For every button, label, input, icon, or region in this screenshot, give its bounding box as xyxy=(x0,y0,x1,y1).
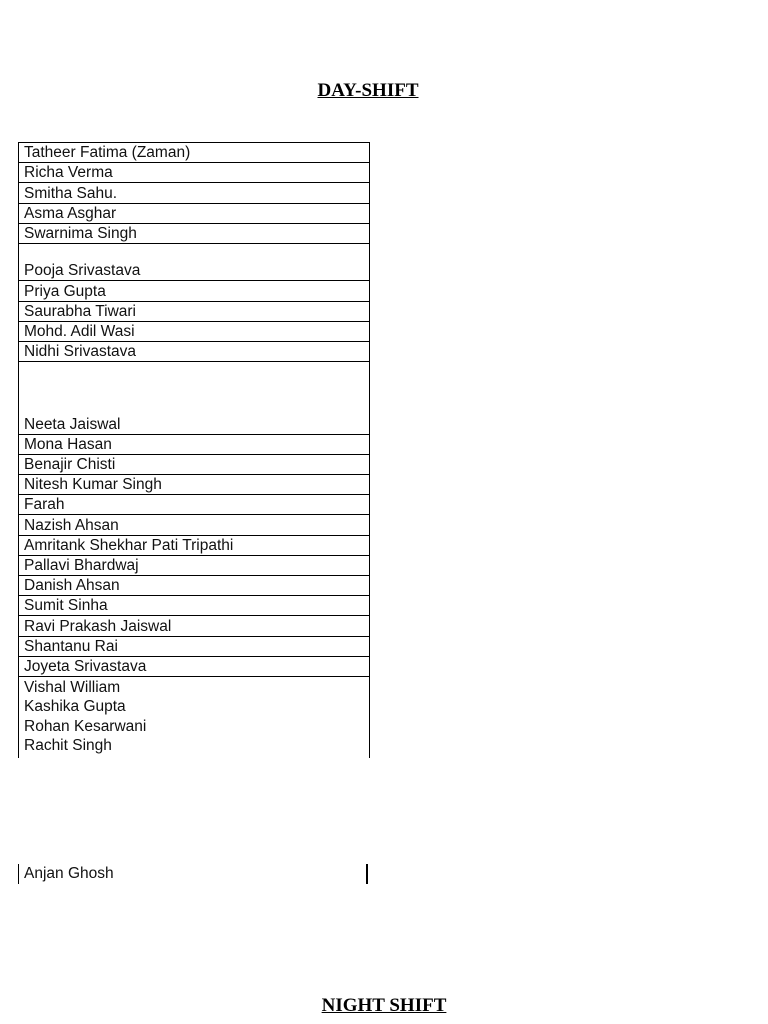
table-row xyxy=(19,475,369,495)
day-shift-heading: DAY-SHIFT xyxy=(317,80,419,101)
name-cell: Shantanu Rai xyxy=(24,637,118,655)
table-row xyxy=(19,244,369,282)
table-row xyxy=(19,637,369,657)
name-cell: Sumit Sinha xyxy=(24,597,108,615)
day-shift-table xyxy=(18,142,370,758)
name-cell: Mohd. Adil Wasi xyxy=(24,323,135,340)
table-row xyxy=(19,342,369,362)
table-row xyxy=(19,576,369,596)
name-cell: Pooja Srivastava xyxy=(24,262,141,280)
table-row xyxy=(19,616,369,636)
lone-row: Anjan Ghosh xyxy=(18,864,368,884)
name-cell: Nitesh Kumar Singh xyxy=(24,476,162,494)
name-cell: Tatheer Fatima (Zaman) xyxy=(24,144,191,162)
table-row xyxy=(19,596,369,616)
name-cell: Mona Hasan xyxy=(24,435,112,453)
table-row xyxy=(19,515,369,535)
name-cell: Neeta Jaiswal xyxy=(24,415,121,433)
name-cell: Joyeta Srivastava xyxy=(24,657,147,675)
table-row xyxy=(19,657,369,677)
name-cell: Priya Gupta xyxy=(24,282,106,300)
table-row xyxy=(19,536,369,556)
name-cell: Nidhi Srivastava xyxy=(24,343,136,361)
table-row xyxy=(19,163,369,183)
group-cell xyxy=(19,677,369,758)
table-row xyxy=(19,495,369,515)
table-row xyxy=(19,455,369,475)
name-cell: Nazish Ahsan xyxy=(24,516,119,534)
table-row xyxy=(19,204,369,224)
table-row xyxy=(19,435,369,455)
name-cell: Asma Asghar xyxy=(24,204,117,222)
table-row xyxy=(19,183,369,203)
name-cell: Amritank Shekhar Pati Tripathi xyxy=(24,536,234,554)
table-row xyxy=(19,322,369,342)
night-shift-heading: NIGHT SHIFT xyxy=(321,995,447,1016)
list-item: Vishal William xyxy=(24,678,121,696)
table-row xyxy=(19,224,369,244)
table-row xyxy=(19,281,369,301)
list-item: Rachit Singh xyxy=(24,737,112,755)
name-cell: Saurabha Tiwari xyxy=(24,302,137,320)
name-cell: Smitha Sahu. xyxy=(24,184,118,202)
name-cell: Farah xyxy=(24,496,65,514)
name-cell: Danish Ahsan xyxy=(24,577,120,595)
table-row xyxy=(19,302,369,322)
name-cell: Benajir Chisti xyxy=(24,456,116,474)
table-row xyxy=(19,362,369,435)
list-item: Kashika Gupta xyxy=(24,698,126,716)
table-row xyxy=(19,556,369,576)
list-item: Rohan Kesarwani xyxy=(24,717,147,735)
name-cell: Ravi Prakash Jaiswal xyxy=(24,617,172,635)
name-cell: Swarnima Singh xyxy=(24,224,137,242)
name-cell: Richa Verma xyxy=(24,164,113,182)
name-cell: Pallavi Bhardwaj xyxy=(24,557,139,574)
table-row xyxy=(19,143,369,163)
